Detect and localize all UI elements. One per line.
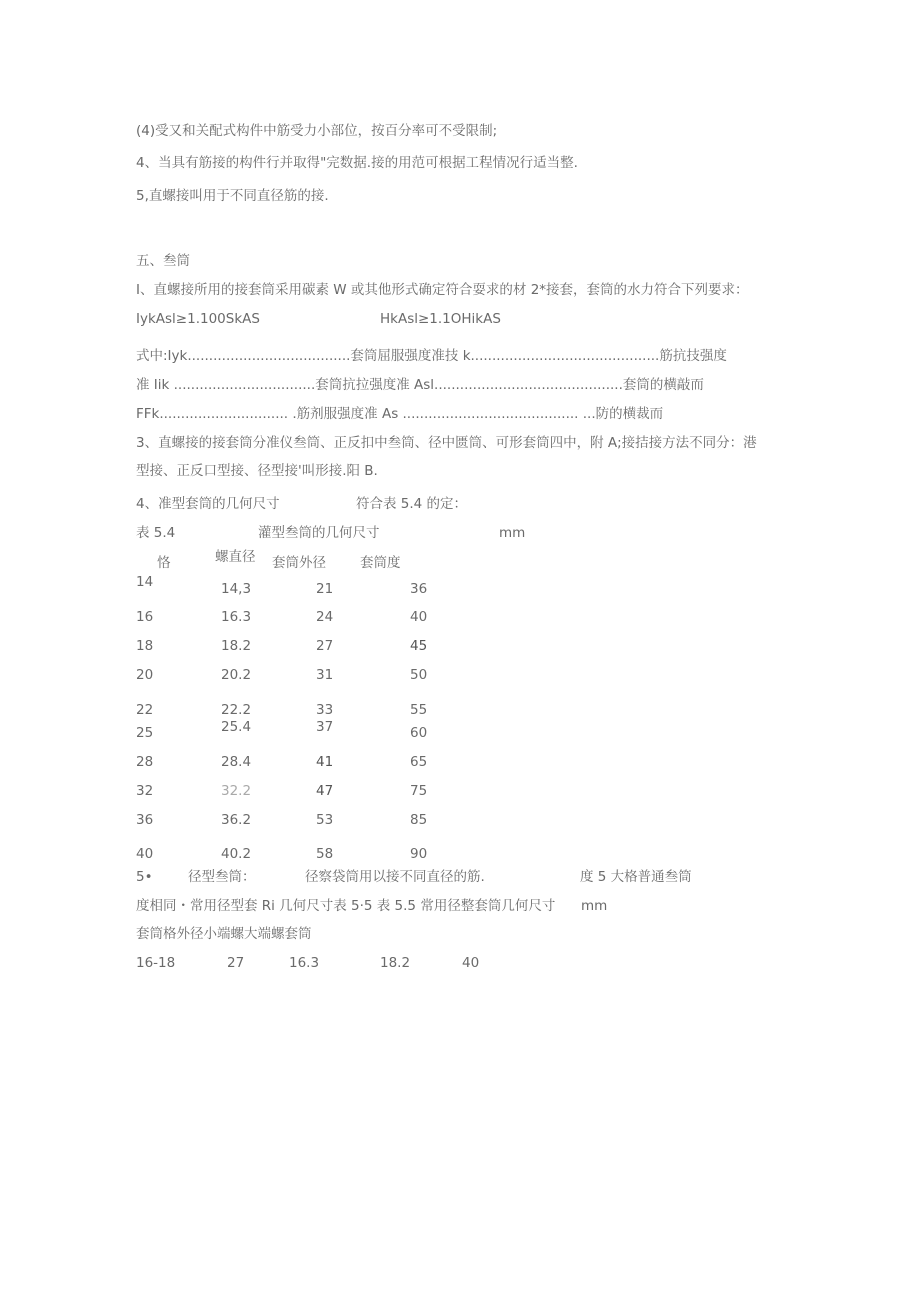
item-5-line-2-unit: mm xyxy=(581,898,608,914)
table-5-4-unit: mm xyxy=(499,525,526,541)
para-4-a: 4、准型套筒的几何尺寸 xyxy=(136,496,280,512)
table-cell: 53 xyxy=(316,812,334,828)
item-5-line-2: 度相同・常用径型套 Ri 几何尺寸表 5·5 表 5.5 常用径整套筒几何尺寸 xyxy=(136,898,556,914)
table-header-sleeve-length: 套筒度 xyxy=(360,555,401,571)
table-5-4-title: 灌型叁筒的几何尺寸 xyxy=(258,525,380,541)
table-cell: 16 xyxy=(136,609,154,625)
para-1: I、直螺接所用的接套筒采用碳素 W 或其他形式确定符合耍求的材 2*接套，套筒的水力符合下列要求： xyxy=(136,282,749,298)
item-5-description: 径察袋筒用以接不同直径的筋. xyxy=(305,869,485,885)
table-header-sleeve-outer-diameter: 套筒外径 xyxy=(272,555,326,571)
table-cell: 37 xyxy=(316,719,334,735)
table-cell: 85 xyxy=(410,812,428,828)
table-header-spec: 恪 xyxy=(157,555,171,571)
table-cell: 18 xyxy=(136,638,154,654)
formula-right: HkAsl≥1.1OHikAS xyxy=(380,311,501,327)
definition-line-3: FFk.............................. .筋剂服强度准 As ......................................... ...防的横裁而 xyxy=(136,406,664,422)
table-cell: 36.2 xyxy=(221,812,252,828)
table-cell: 14 xyxy=(136,574,154,590)
table-cell: 16.3 xyxy=(221,609,252,625)
intro-item-5: 5,直螺接叫用于不同直径筋的接. xyxy=(136,188,329,204)
table-cell: 14,3 xyxy=(221,581,252,597)
table-cell: 40 xyxy=(136,846,154,862)
table-5-5-cell: 16.3 xyxy=(289,955,320,971)
intro-item-4: (4)受又和关配式构件中筋受力小部位，按百分率可不受限制; xyxy=(136,123,498,139)
table-cell: 36 xyxy=(136,812,154,828)
table-header-thread-diameter: 螺直径 xyxy=(215,549,256,565)
item-5-tail: 度 5 大格普通叁筒 xyxy=(580,869,692,885)
item-5-number: 5• xyxy=(136,869,153,885)
table-cell: 25 xyxy=(136,725,154,741)
table-cell: 40 xyxy=(410,609,428,625)
table-cell: 22 xyxy=(136,702,154,718)
table-cell: 28.4 xyxy=(221,754,252,770)
table-cell: 27 xyxy=(316,638,334,654)
table-cell: 21 xyxy=(316,581,334,597)
para-4-b: 符合表 5.4 的定： xyxy=(356,496,468,512)
table-cell: 36 xyxy=(410,581,428,597)
definition-line-1: 式中:Iyk......................................套筒屈服强度准技 k............................................筋抗技强度 xyxy=(136,348,727,364)
table-cell: 25.4 xyxy=(221,719,252,735)
table-cell: 18.2 xyxy=(221,638,252,654)
para-3-line-2: 型接、正反口型接、径型接'叫形接.阳 B. xyxy=(136,463,378,479)
section-heading: 五、叁筒 xyxy=(136,253,190,269)
table-cell: 20 xyxy=(136,667,154,683)
intro-item-4b: 4、当具有筋接的构件行并取得"完数据.接的用范可根据工程情况行适当整. xyxy=(136,155,578,171)
table-cell: 45 xyxy=(410,638,428,654)
item-5-label: 径型叁筒： xyxy=(188,869,256,885)
table-cell: 32.2 xyxy=(221,783,252,799)
table-cell: 47 xyxy=(316,783,334,799)
table-cell: 55 xyxy=(410,702,428,718)
table-cell: 65 xyxy=(410,754,428,770)
table-cell: 33 xyxy=(316,702,334,718)
table-5-5-cell: 18.2 xyxy=(380,955,411,971)
definition-line-2: 准 Iik .................................套筒抗拉强度准 Asl............................................套筒的横敲而 xyxy=(136,377,704,393)
table-cell: 20.2 xyxy=(221,667,252,683)
table-5-5-cell: 40 xyxy=(462,955,480,971)
table-cell: 50 xyxy=(410,667,428,683)
table-cell: 24 xyxy=(316,609,334,625)
para-3-line-1: 3、直螺接的接套筒分准仪叁筒、正反扣中叁筒、径中匮筒、可形套筒四中，附 A;接拮接方法不同分：港 xyxy=(136,435,757,451)
table-cell: 40.2 xyxy=(221,846,252,862)
table-cell: 60 xyxy=(410,725,428,741)
table-5-5-cell: 27 xyxy=(227,955,245,971)
table-cell: 22.2 xyxy=(221,702,252,718)
table-cell: 90 xyxy=(410,846,428,862)
table-cell: 32 xyxy=(136,783,154,799)
table-cell: 75 xyxy=(410,783,428,799)
table-5-5-header: 套筒格外径小端螺大端螺套筒 xyxy=(136,926,312,942)
table-cell: 41 xyxy=(316,754,334,770)
table-cell: 58 xyxy=(316,846,334,862)
formula-left: IykAsl≥1.100SkAS xyxy=(136,311,260,327)
table-5-4-number: 表 5.4 xyxy=(136,525,176,541)
table-cell: 31 xyxy=(316,667,334,683)
table-5-5-cell: 16-18 xyxy=(136,955,176,971)
table-cell: 28 xyxy=(136,754,154,770)
